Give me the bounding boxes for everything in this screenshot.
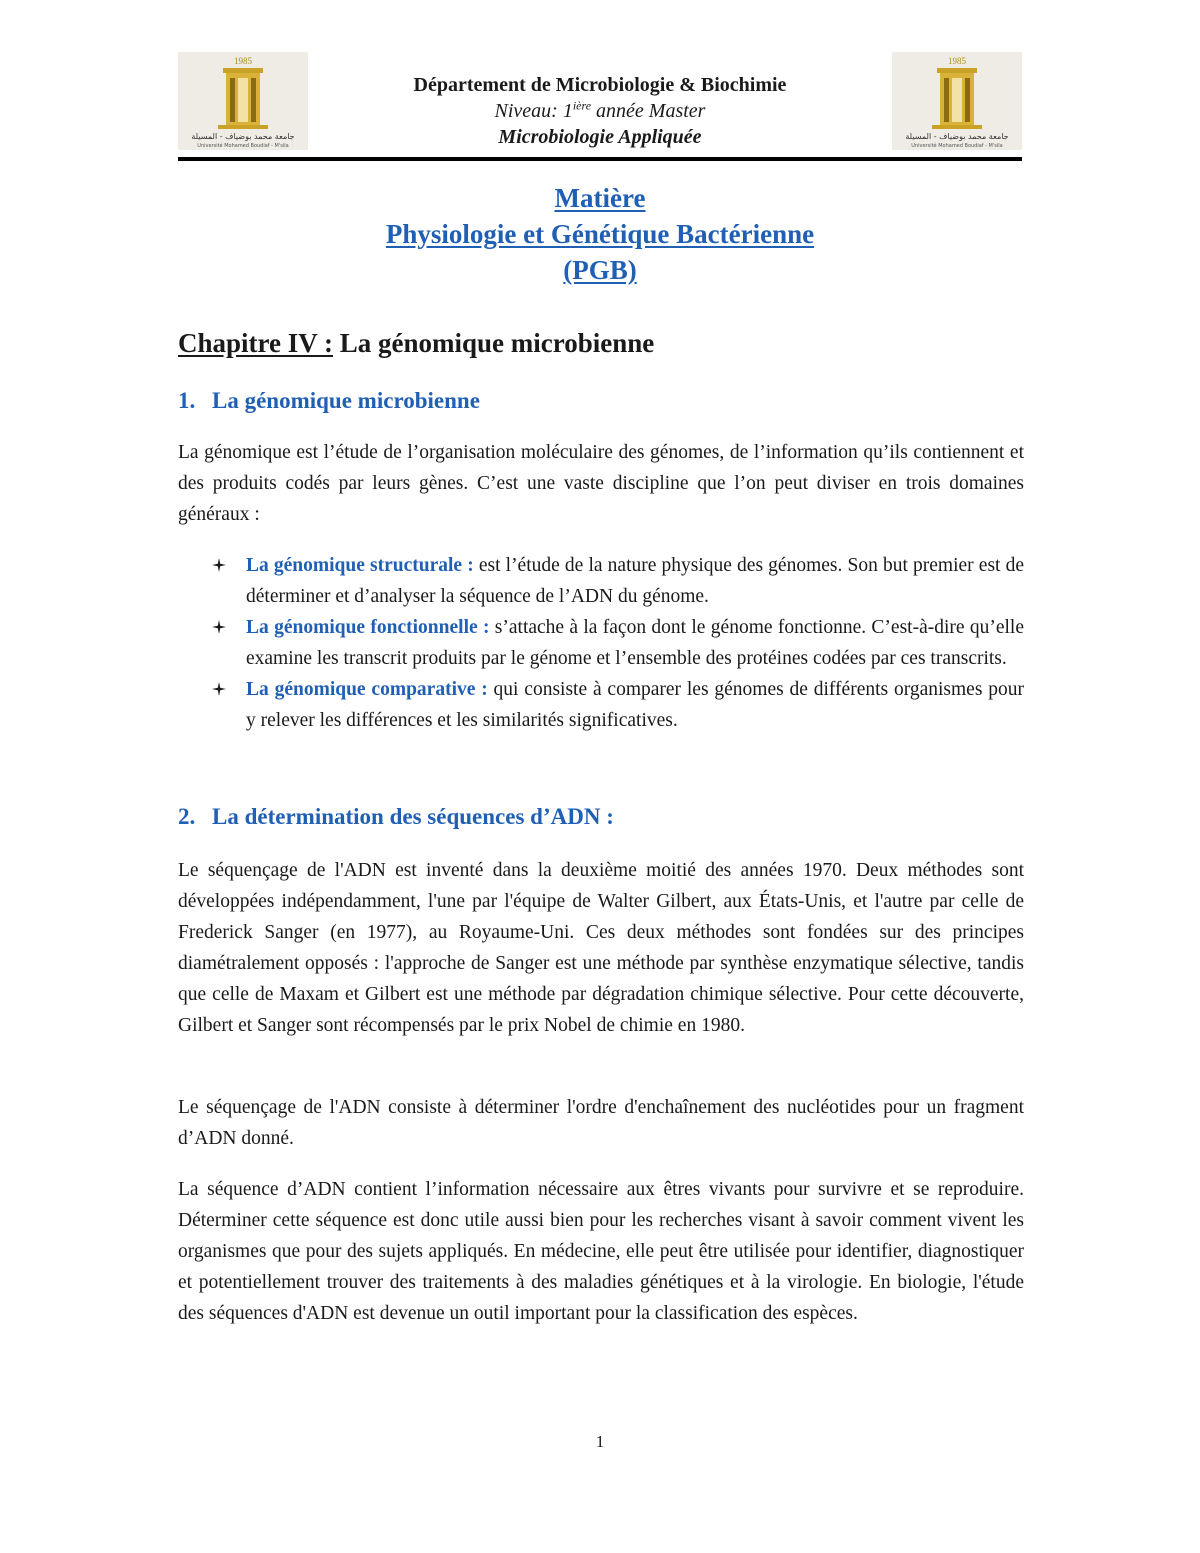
section-number: 2.	[178, 804, 196, 829]
logo-caption-fr: Université Mohamed Boudiaf - M'sila	[197, 143, 289, 149]
chapter-title: La génomique microbienne	[333, 328, 655, 358]
level-suffix: année Master	[591, 100, 706, 122]
level-line	[320, 98, 880, 124]
course-label: Matière	[554, 183, 646, 213]
logo-year: 1985	[948, 56, 966, 66]
course-name: Physiologie et Génétique Bactérienne	[385, 219, 815, 249]
bullet-term: La génomique structurale :	[246, 555, 474, 576]
diamond-bullet-icon	[212, 620, 226, 634]
university-logo-left	[178, 52, 308, 150]
diamond-bullet-icon	[212, 558, 226, 572]
section-title: La génomique microbienne	[212, 388, 480, 413]
university-logo-right	[892, 52, 1022, 150]
level-ordinal: ière	[572, 98, 592, 113]
bullet-text: s’attache à la façon dont le génome fonctionne. C’est-à-dire qu’elle examine les transcrit produits par le génome et l’ensemble des protéines codées par ces transcrits.	[246, 617, 1025, 669]
diamond-bullet-icon	[212, 682, 226, 696]
header-divider	[178, 157, 1022, 161]
bullet-text: qui consiste à comparer les génomes de différents organismes pour y relever les différences et les similarités significatives.	[246, 679, 1024, 731]
page-number: 1	[595, 1432, 605, 1451]
section-2-paragraph-2: Le séquençage de l'ADN consiste à déterminer l'ordre d'enchaînement des nucléotides pour un fragment d’ADN donné.	[178, 1097, 1024, 1149]
section-1-intro: La génomique est l’étude de l’organisation moléculaire des génomes, de l’information qu’ils contiennent et des produits codés par leurs gènes. C’est une vaste discipline que l’on peut diviser en trois domaines généraux :	[178, 442, 1024, 525]
section-2-paragraph-3: La séquence d’ADN contient l’information nécessaire aux êtres vivants pour survivre et se reproduire. Déterminer cette séquence est donc utile aussi bien pour les recherches visant à savoir comment vivent les organismes que pour des sujets appliqués. En médecine, elle peut être utilisée pour identifier, diagnostiquer et potentiellement trouver des traitements à des maladies génétiques et à la virologie. En biologie, l'étude des séquences d'ADN est devenue un outil important pour la classification des espèces.	[178, 1179, 1024, 1324]
course-abbreviation: (PGB)	[563, 255, 637, 285]
section-heading-1	[178, 386, 1022, 416]
chapter-label: Chapitre IV :	[178, 328, 334, 358]
logo-caption-ar: جامعة محمد بوضياف - المسيلة	[905, 132, 1009, 141]
section-2-paragraph-1: Le séquençage de l'ADN est inventé dans la deuxième moitié des années 1970. Deux méthodes sont développées indépendamment, l'une par l'équipe de Walter Gilbert, aux États-Unis, et l'autre par celle de Frederick Sanger (en 1977), au Royaume-Uni. Ces deux méthodes sont fondées sur des principes diamétralement opposés : l'approche de Sanger est une méthode par synthèse enzymatique sélective, tandis que celle de Maxam et Gilbert est une méthode par dégradation chimique sélective. Pour cette découverte, Gilbert et Sanger sont récompensés par le prix Nobel de chimie en 1980.	[178, 860, 1024, 1036]
program-name: Microbiologie Appliquée	[498, 126, 702, 148]
section-title: La détermination des séquences d’ADN :	[212, 804, 614, 829]
logo-year: 1985	[234, 56, 252, 66]
bullet-term: La génomique fonctionnelle :	[246, 617, 490, 638]
list-item	[178, 674, 1024, 736]
level-prefix: Niveau: 1	[494, 100, 573, 122]
list-item	[178, 612, 1024, 674]
chapter-heading	[178, 325, 1022, 361]
bullet-term: La génomique comparative :	[246, 679, 488, 700]
department-name: Département de Microbiologie & Biochimie	[413, 74, 787, 96]
course-title-block	[178, 180, 1022, 288]
genomics-domains-list	[178, 550, 1024, 736]
logo-caption-ar: جامعة محمد بوضياف - المسيلة	[191, 132, 295, 141]
header-titles	[320, 72, 880, 150]
list-item	[178, 550, 1024, 612]
section-number: 1.	[178, 388, 196, 413]
bullet-text: est l’étude de la nature physique des génomes. Son but premier est de déterminer et d’analyser la séquence de l’ADN du génome.	[246, 555, 1025, 607]
section-heading-2	[178, 802, 1022, 832]
logo-caption-fr: Université Mohamed Boudiaf - M'sila	[911, 143, 1003, 149]
